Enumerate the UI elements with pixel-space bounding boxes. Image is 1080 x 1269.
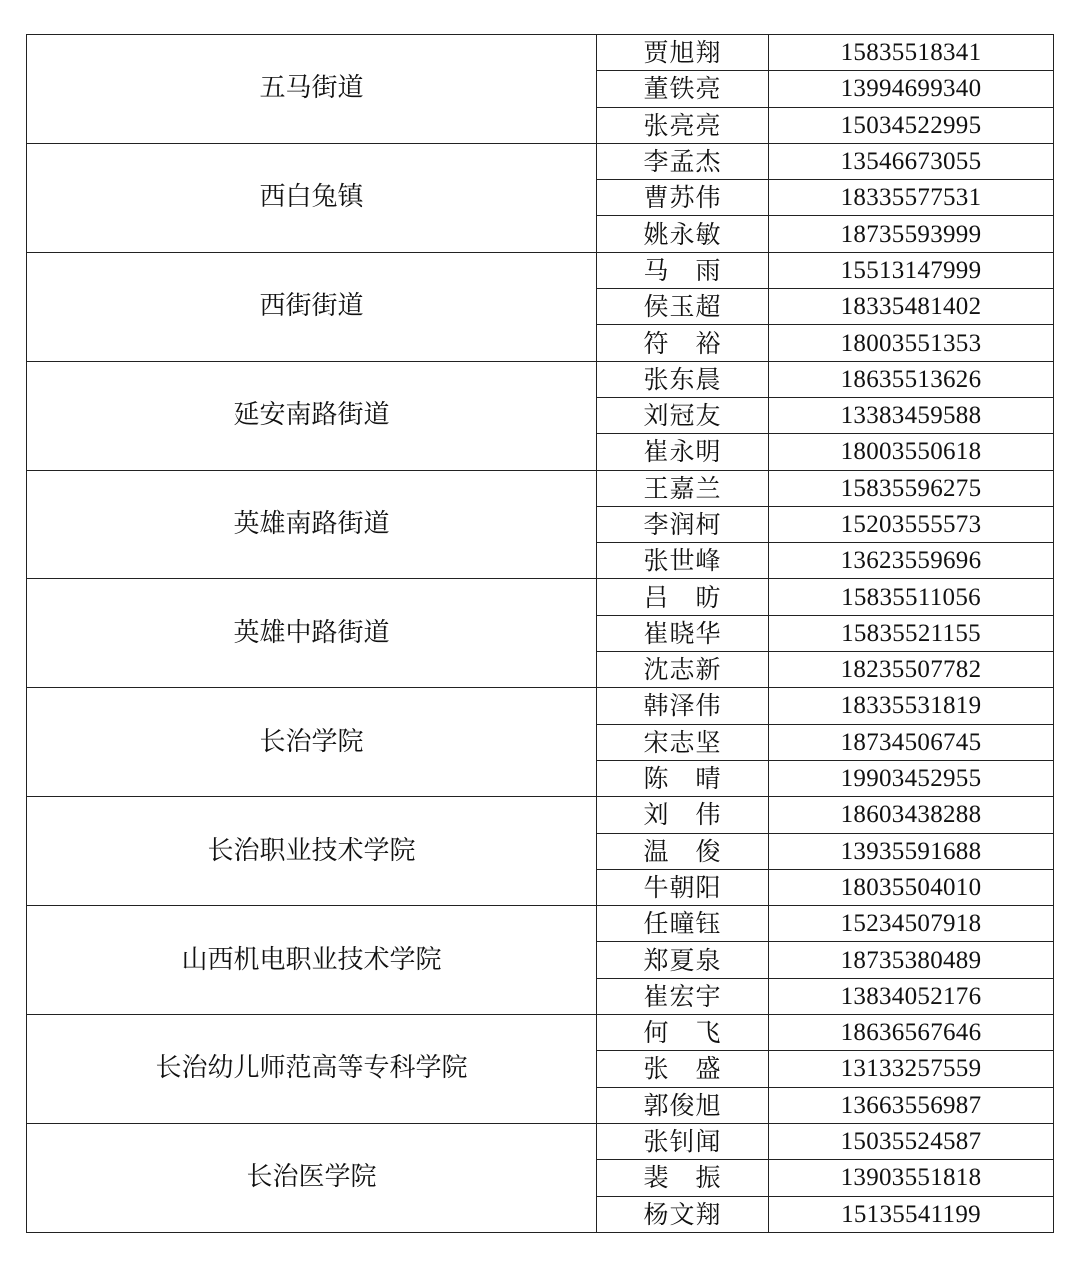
table-row [27, 35, 1054, 71]
contact-phone-cell: 13383459588 [769, 397, 1054, 433]
contact-name-cell: 郑夏泉 [597, 942, 769, 978]
contact-phone-cell: 18635513626 [769, 361, 1054, 397]
contact-phone-cell: 15035524587 [769, 1123, 1054, 1159]
contact-phone-cell: 13903551818 [769, 1160, 1054, 1196]
contact-phone-cell: 15135541199 [769, 1196, 1054, 1232]
table-row [27, 252, 1054, 288]
contact-name-cell: 李孟杰 [597, 143, 769, 179]
contact-phone-cell: 18335481402 [769, 289, 1054, 325]
contact-name-cell: 李润柯 [597, 506, 769, 542]
contact-phone-cell: 15835511056 [769, 579, 1054, 615]
contact-name-cell: 曹苏伟 [597, 180, 769, 216]
contact-phone-cell: 18603438288 [769, 797, 1054, 833]
unit-cell: 英雄中路街道 [27, 579, 597, 688]
contact-name-cell: 张亮亮 [597, 107, 769, 143]
unit-cell: 长治医学院 [27, 1123, 597, 1232]
contact-name-cell: 宋志坚 [597, 724, 769, 760]
contact-phone-cell: 15513147999 [769, 252, 1054, 288]
contact-phone-cell: 13546673055 [769, 143, 1054, 179]
unit-cell: 山西机电职业技术学院 [27, 906, 597, 1015]
unit-cell: 长治幼儿师范高等专科学院 [27, 1015, 597, 1124]
contact-name-cell: 韩泽伟 [597, 688, 769, 724]
contact-phone-cell: 18235507782 [769, 652, 1054, 688]
contact-phone-cell: 18735593999 [769, 216, 1054, 252]
contact-name-cell: 杨文翔 [597, 1196, 769, 1232]
contact-name-cell: 张东晨 [597, 361, 769, 397]
contact-name-cell: 马 雨 [597, 252, 769, 288]
contact-phone-cell: 13935591688 [769, 833, 1054, 869]
contact-name-cell: 牛朝阳 [597, 869, 769, 905]
contact-phone-cell: 18003551353 [769, 325, 1054, 361]
contact-name-cell: 侯玉超 [597, 289, 769, 325]
contact-phone-cell: 18636567646 [769, 1015, 1054, 1051]
contact-name-cell: 崔宏宇 [597, 978, 769, 1014]
contact-phone-cell: 18035504010 [769, 869, 1054, 905]
table-row [27, 1015, 1054, 1051]
contact-name-cell: 王嘉兰 [597, 470, 769, 506]
unit-cell: 英雄南路街道 [27, 470, 597, 579]
table-row [27, 797, 1054, 833]
unit-cell: 长治学院 [27, 688, 597, 797]
unit-cell: 西白兔镇 [27, 143, 597, 252]
contact-table [26, 34, 1054, 1233]
contact-name-cell: 何 飞 [597, 1015, 769, 1051]
contact-phone-cell: 19903452955 [769, 760, 1054, 796]
contact-name-cell: 张 盛 [597, 1051, 769, 1087]
contact-name-cell: 沈志新 [597, 652, 769, 688]
table-row [27, 470, 1054, 506]
contact-name-cell: 符 裕 [597, 325, 769, 361]
contact-phone-cell: 18335531819 [769, 688, 1054, 724]
contact-name-cell: 裴 振 [597, 1160, 769, 1196]
table-row [27, 1123, 1054, 1159]
contact-phone-cell: 13623559696 [769, 543, 1054, 579]
contact-name-cell: 吕 昉 [597, 579, 769, 615]
contact-phone-cell: 15034522995 [769, 107, 1054, 143]
unit-cell: 西街街道 [27, 252, 597, 361]
contact-name-cell: 任曈钰 [597, 906, 769, 942]
table-row [27, 361, 1054, 397]
contact-name-cell: 张世峰 [597, 543, 769, 579]
contact-phone-cell: 18335577531 [769, 180, 1054, 216]
contact-phone-cell: 15835596275 [769, 470, 1054, 506]
contact-name-cell: 刘 伟 [597, 797, 769, 833]
table-row [27, 579, 1054, 615]
table-body [27, 35, 1054, 1233]
contact-name-cell: 董铁亮 [597, 71, 769, 107]
table-row [27, 688, 1054, 724]
contact-phone-cell: 13994699340 [769, 71, 1054, 107]
contact-phone-cell: 15234507918 [769, 906, 1054, 942]
contact-phone-cell: 18735380489 [769, 942, 1054, 978]
contact-phone-cell: 15835521155 [769, 615, 1054, 651]
table-row [27, 143, 1054, 179]
contact-phone-cell: 18734506745 [769, 724, 1054, 760]
contact-phone-cell: 15203555573 [769, 506, 1054, 542]
contact-name-cell: 姚永敏 [597, 216, 769, 252]
table-row [27, 906, 1054, 942]
contact-phone-cell: 13133257559 [769, 1051, 1054, 1087]
contact-name-cell: 崔晓华 [597, 615, 769, 651]
contact-name-cell: 张钊闻 [597, 1123, 769, 1159]
unit-cell: 五马街道 [27, 35, 597, 144]
contact-phone-cell: 13663556987 [769, 1087, 1054, 1123]
unit-cell: 长治职业技术学院 [27, 797, 597, 906]
unit-cell: 延安南路街道 [27, 361, 597, 470]
contact-name-cell: 崔永明 [597, 434, 769, 470]
contact-phone-cell: 13834052176 [769, 978, 1054, 1014]
contact-name-cell: 温 俊 [597, 833, 769, 869]
contact-name-cell: 刘冠友 [597, 397, 769, 433]
contact-phone-cell: 18003550618 [769, 434, 1054, 470]
contact-name-cell: 陈 晴 [597, 760, 769, 796]
contact-name-cell: 郭俊旭 [597, 1087, 769, 1123]
contact-phone-cell: 15835518341 [769, 35, 1054, 71]
contact-name-cell: 贾旭翔 [597, 35, 769, 71]
